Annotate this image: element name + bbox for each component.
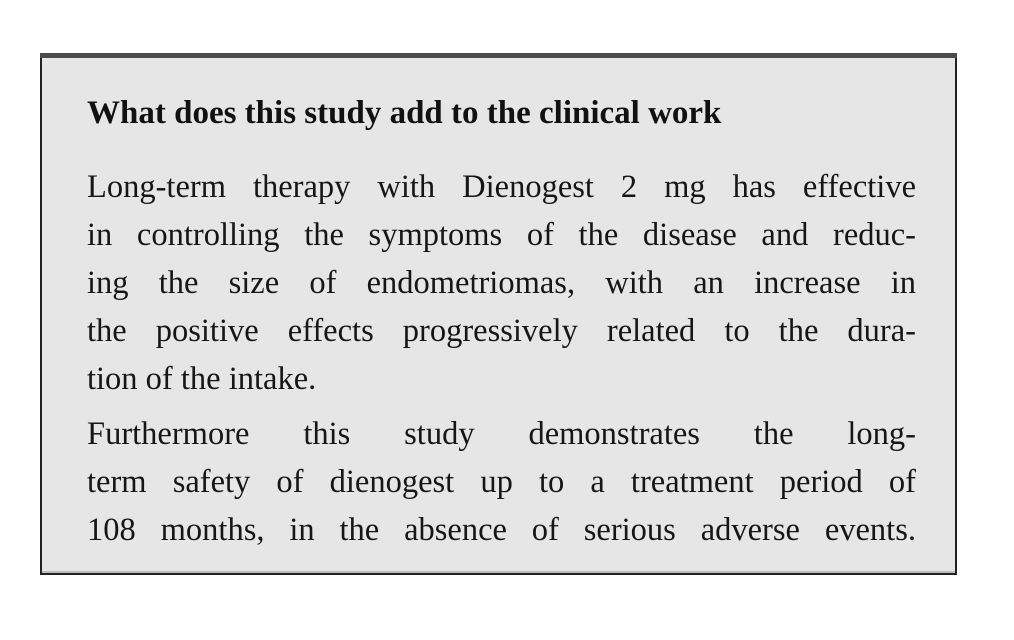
paragraph-therapy-effect [87,163,916,403]
paragraph-safety [87,410,916,554]
paragraph-line: term safety of dienogest up to a treatment period of [87,464,916,500]
summary-box [40,53,957,575]
paragraph-line: in controlling the symptoms of the disease and reduc- [87,217,916,253]
paragraph-line: tion of the intake. [87,361,317,397]
paragraph-line: the positive effects progressively related to the dura- [87,313,916,349]
paragraph-line: Long-term therapy with Dienogest 2 mg has effective [87,169,916,205]
paragraph-line: ing the size of endometriomas, with an increase in [87,265,916,301]
paragraph-line: Furthermore this study demonstrates the long- [87,416,916,452]
paragraph-line: 108 months, in the absence of serious adverse events. [87,512,916,548]
box-title: What does this study add to the clinical work [87,95,722,131]
